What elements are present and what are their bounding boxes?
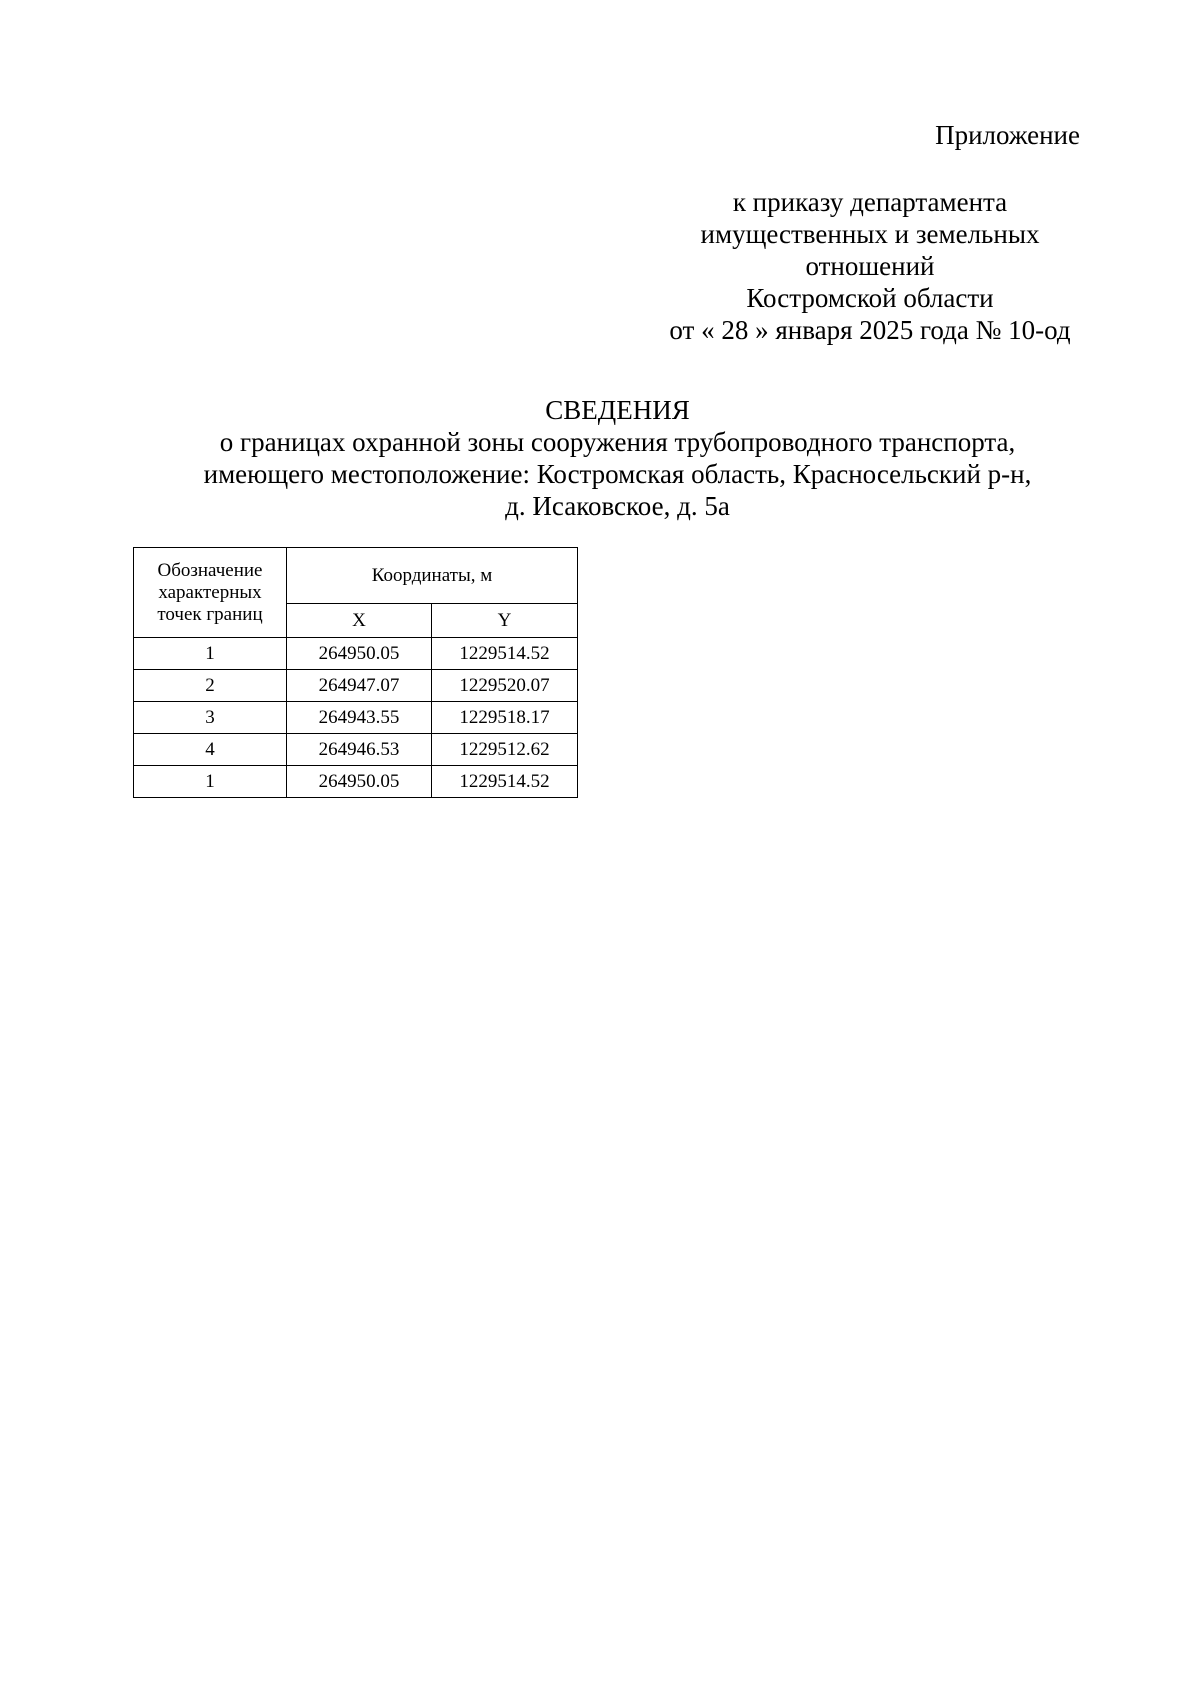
coordinates-column-header: Координаты, м — [287, 548, 578, 604]
point-cell: 1 — [134, 766, 287, 798]
document-subtitle-line: д. Исаковское, д. 5а — [505, 491, 730, 521]
x-cell: 264943.55 — [287, 702, 432, 734]
y-column-header: Y — [432, 604, 578, 638]
document-subtitle-line: о границах охранной зоны сооружения трубопроводного транспорта, — [219, 427, 1016, 457]
document-heading — [0, 394, 1200, 522]
y-cell: 1229514.52 — [432, 766, 578, 798]
table-row — [134, 734, 578, 766]
x-cell: 264950.05 — [287, 766, 432, 798]
document-subtitle-line: имеющего местоположение: Костромская область, Красносельский р-н, — [203, 459, 1032, 489]
y-cell: 1229514.52 — [432, 638, 578, 670]
table-row — [134, 766, 578, 798]
document-title: СВЕДЕНИЯ — [545, 395, 690, 425]
appendix-line: к приказу департамента — [732, 187, 1008, 217]
appendix-line: отношений — [805, 251, 935, 281]
y-cell: 1229518.17 — [432, 702, 578, 734]
point-cell: 3 — [134, 702, 287, 734]
x-cell: 264947.07 — [287, 670, 432, 702]
table-row — [134, 638, 578, 670]
coordinates-table — [133, 547, 578, 798]
appendix-reference — [610, 186, 1130, 346]
x-column-header: X — [287, 604, 432, 638]
y-cell: 1229520.07 — [432, 670, 578, 702]
point-cell: 1 — [134, 638, 287, 670]
appendix-line: Костромской области — [746, 283, 994, 313]
appendix-order-date: от « 28 » января 2025 года № 10-од — [669, 315, 1071, 345]
point-cell: 2 — [134, 670, 287, 702]
appendix-line: имущественных и земельных — [700, 219, 1040, 249]
point-cell: 4 — [134, 734, 287, 766]
x-cell: 264946.53 — [287, 734, 432, 766]
table-row — [134, 702, 578, 734]
table-row — [134, 670, 578, 702]
y-cell: 1229512.62 — [432, 734, 578, 766]
point-column-header: Обозначение характерных точек границ — [134, 548, 287, 638]
x-cell: 264950.05 — [287, 638, 432, 670]
appendix-title: Приложение — [935, 120, 1080, 150]
